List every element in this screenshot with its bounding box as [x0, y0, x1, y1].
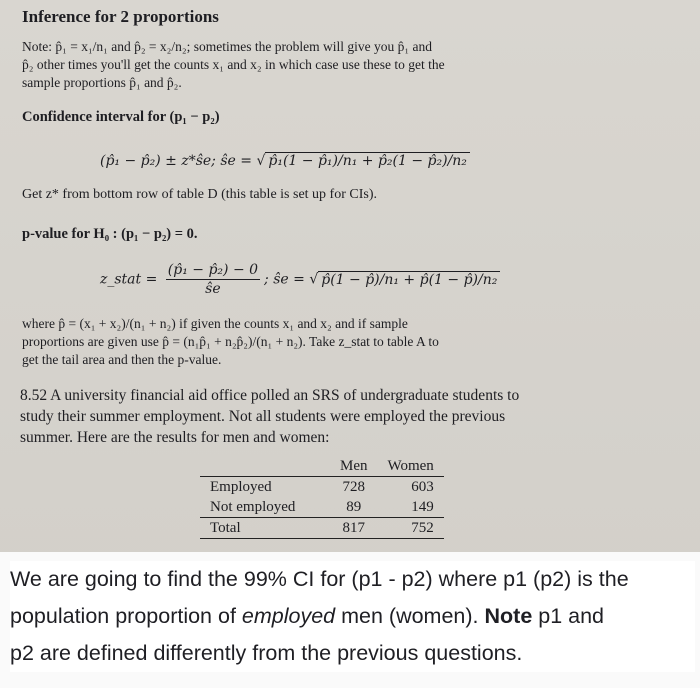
emphasis-employed: employed: [241, 604, 336, 628]
zstat-denominator: ŝe: [205, 281, 221, 297]
where-line-3: get the tail area and then the p-value.: [22, 352, 222, 367]
emphasis-note: Note: [484, 604, 533, 628]
question-line-2: population proportion of employed men (women). Note p1 and: [10, 604, 605, 628]
table-row: [200, 497, 444, 518]
table-cell-men: 728: [330, 477, 378, 498]
problem-line-2: study their summer employment. Not all students were employed the previous: [20, 408, 506, 425]
zstat-formula: z_stat = $\frac{\text{(p̂₁ − p̂₂) − 0}}{ŝe}$ ; ŝe = √ p̂(1 − p̂)/n₁ + p̂(1 − p̂)/n₂: [100, 262, 500, 297]
zstat-label: z_stat =: [100, 271, 162, 288]
table-cell-women: 149: [411, 498, 434, 515]
note-line-3: sample proportions p̂₁ and p̂₂.: [22, 75, 182, 90]
table-cell-label: Total: [200, 518, 330, 539]
table-header-men: Men: [330, 454, 378, 477]
pvalue-heading: p-value for H₀ : (p₁ − p₂) = 0.: [22, 226, 198, 242]
table-cell-label: Employed: [200, 477, 330, 498]
table-row: [200, 477, 444, 498]
table-cell-women: 603: [378, 477, 444, 498]
se-label: ; ŝe =: [264, 271, 310, 288]
ci-table-note: Get z* from bottom row of table D (this table is set up for CIs).: [22, 187, 377, 202]
note-line-2: p̂₂ other times you'll get the counts x₁ and x₂ in which case use these to get the: [22, 57, 445, 72]
where-line-1: where p̂ = (x₁ + x₂)/(n₁ + n₂) if given the counts x₁ and x₂ and if sample: [22, 316, 408, 331]
note-line-1: Note: p̂₁ = x₁/n₁ and p̂₂ = x₂/n₂; sometimes the problem will give you p̂₁ and: [22, 39, 432, 54]
table-cell-men: 89: [346, 498, 362, 515]
table-cell-women: 752: [378, 518, 444, 539]
se-sqrt: p̂(1 − p̂)/n₁ + p̂(1 − p̂)/n₂: [318, 271, 500, 288]
page-title: Inference for 2 proportions: [22, 7, 219, 26]
question-line-3: p2 are defined differently from the previous questions.: [10, 641, 523, 665]
where-line-2: proportions are given use p̂ = (n₁p̂₁ + n₂p̂₂)/(n₁ + n₂). Take z_stat to table A to: [22, 334, 439, 349]
table-row-total: [200, 518, 444, 539]
ci-formula-left: (p̂₁ − p̂₂) ± z*ŝe; ŝe =: [100, 153, 257, 169]
table-cell-men: 817: [330, 518, 378, 539]
question-text: [10, 561, 695, 672]
ci-heading: Confidence interval for (p₁ − p₂): [22, 109, 220, 125]
problem-line-3: summer. Here are the results for men and women:: [20, 429, 330, 446]
ci-formula-sqrt: p̂₁(1 − p̂₁)/n₁ + p̂₂(1 − p̂₂)/n₂: [265, 152, 470, 169]
problem-line-1: 8.52 A university financial aid office polled an SRS of undergraduate students to: [20, 387, 520, 404]
where-paragraph: [22, 315, 439, 369]
zstat-fraction: [166, 262, 260, 297]
table-header-row: [200, 454, 444, 477]
table-header-women: Women: [378, 454, 444, 477]
question-line-1: We are going to find the 99% CI for (p1 - p2) where p1 (p2) is the: [10, 567, 629, 591]
note-paragraph: [22, 38, 445, 92]
table-cell-label: Not employed: [210, 498, 296, 515]
ci-formula: (p̂₁ − p̂₂) ± z*ŝe; ŝe = √ p̂₁(1 − p̂₁)/n₁ + p̂₂(1 − p̂₂)/n₂: [100, 152, 470, 169]
zstat-numerator: (p̂₁ − p̂₂) − 0: [167, 262, 259, 278]
table-header-blank: [200, 454, 330, 477]
employment-table: [200, 454, 444, 539]
problem-paragraph: [20, 385, 519, 448]
